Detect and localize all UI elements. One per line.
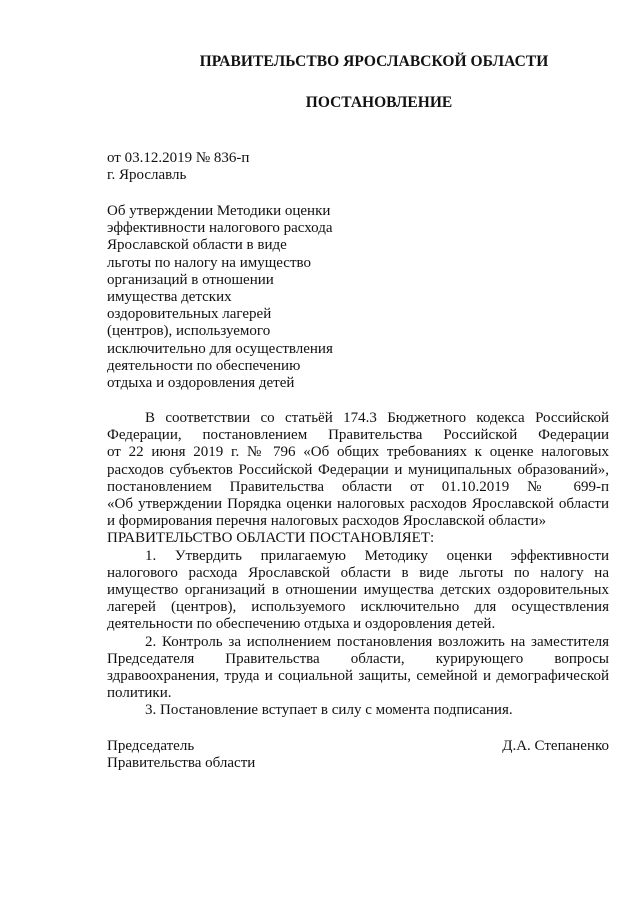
- item-1-line: деятельности по обеспечению отдыха и оздоровления детей.: [107, 616, 496, 633]
- document-subject: [107, 203, 347, 392]
- subject-line: имущества детских: [107, 289, 232, 306]
- preamble-line: Федерации, постановлением Правительства Российской Федерации: [107, 427, 609, 444]
- item-2-line: политики.: [107, 685, 172, 702]
- subject-line: деятельности по обеспечению: [107, 357, 301, 374]
- signatory-name: Д.А. Степаненко: [502, 738, 609, 754]
- subject-line: оздоровительных лагерей: [107, 306, 272, 323]
- preamble-line: В соответствии со статьёй 174.3 Бюджетного кодекса Российской: [145, 410, 609, 426]
- document-type-heading: ПОСТАНОВЛЕНИЕ: [305, 94, 453, 111]
- subject-line: Ярославской области в виде: [107, 237, 287, 254]
- subject-line: организаций в отношении: [107, 271, 274, 288]
- preamble-line: расходов субъектов Российской Федерации и муниципальных образований»,: [107, 461, 609, 478]
- preamble-line: постановлением Правительства области от 01.10.2019 № 699-п: [107, 478, 609, 495]
- city: г. Ярославль: [107, 167, 187, 184]
- subject-line: (центров), используемого: [107, 323, 271, 340]
- preamble-line: от 22 июня 2019 г. № 796 «Об общих требованиях к оценке налоговых: [107, 444, 609, 461]
- item-1-line: 1. Утвердить прилагаемую Методику оценки эффективности: [145, 547, 609, 564]
- date-number: от 03.12.2019 № 836-п: [107, 150, 250, 166]
- document-body: [107, 410, 609, 720]
- subject-line: отдыха и оздоровления детей: [107, 375, 295, 392]
- item-2-line: здравоохранения, труда и социальной защиты, семейной и демографической: [107, 668, 609, 685]
- item-2-line: Председателя Правительства области, курирующего вопросы: [107, 650, 609, 667]
- item-1-line: налогового расхода Ярославской области в виде льготы по налогу на: [107, 564, 609, 581]
- item-3: 3. Постановление вступает в силу с момента подписания.: [145, 702, 513, 719]
- item-2-line: 2. Контроль за исполнением постановления возложить на заместителя: [145, 633, 609, 650]
- subject-line: Об утверждении Методики оценки: [107, 203, 331, 219]
- resolves-line: ПРАВИТЕЛЬСТВО ОБЛАСТИ ПОСТАНОВЛЯЕТ:: [107, 530, 435, 547]
- preamble-paragraph: [107, 410, 609, 530]
- item-1-line: лагерей (центров), используемого исключительно для осуществления: [107, 599, 609, 616]
- subject-line: льготы по налогу на имущество: [107, 254, 312, 271]
- item-2: [107, 634, 609, 703]
- subject-line: исключительно для осуществления: [107, 340, 333, 357]
- signatory-title-line: Председатель: [107, 738, 195, 754]
- subject-line: эффективности налогового расхода: [107, 220, 333, 237]
- document-meta: [107, 150, 249, 184]
- preamble-line: «Об утверждении Порядка оценки налоговых расходов Ярославской области: [107, 496, 609, 513]
- item-1-line: имущество организаций в отношении имущества детских оздоровительных: [107, 582, 609, 599]
- organization-heading: ПРАВИТЕЛЬСТВО ЯРОСЛАВСКОЙ ОБЛАСТИ: [199, 53, 549, 70]
- item-1: [107, 548, 609, 634]
- signatory-title-line: Правительства области: [107, 755, 256, 772]
- signature-block: [107, 738, 609, 772]
- preamble-line: и формирования перечня налоговых расходов Ярославской области»: [107, 513, 547, 530]
